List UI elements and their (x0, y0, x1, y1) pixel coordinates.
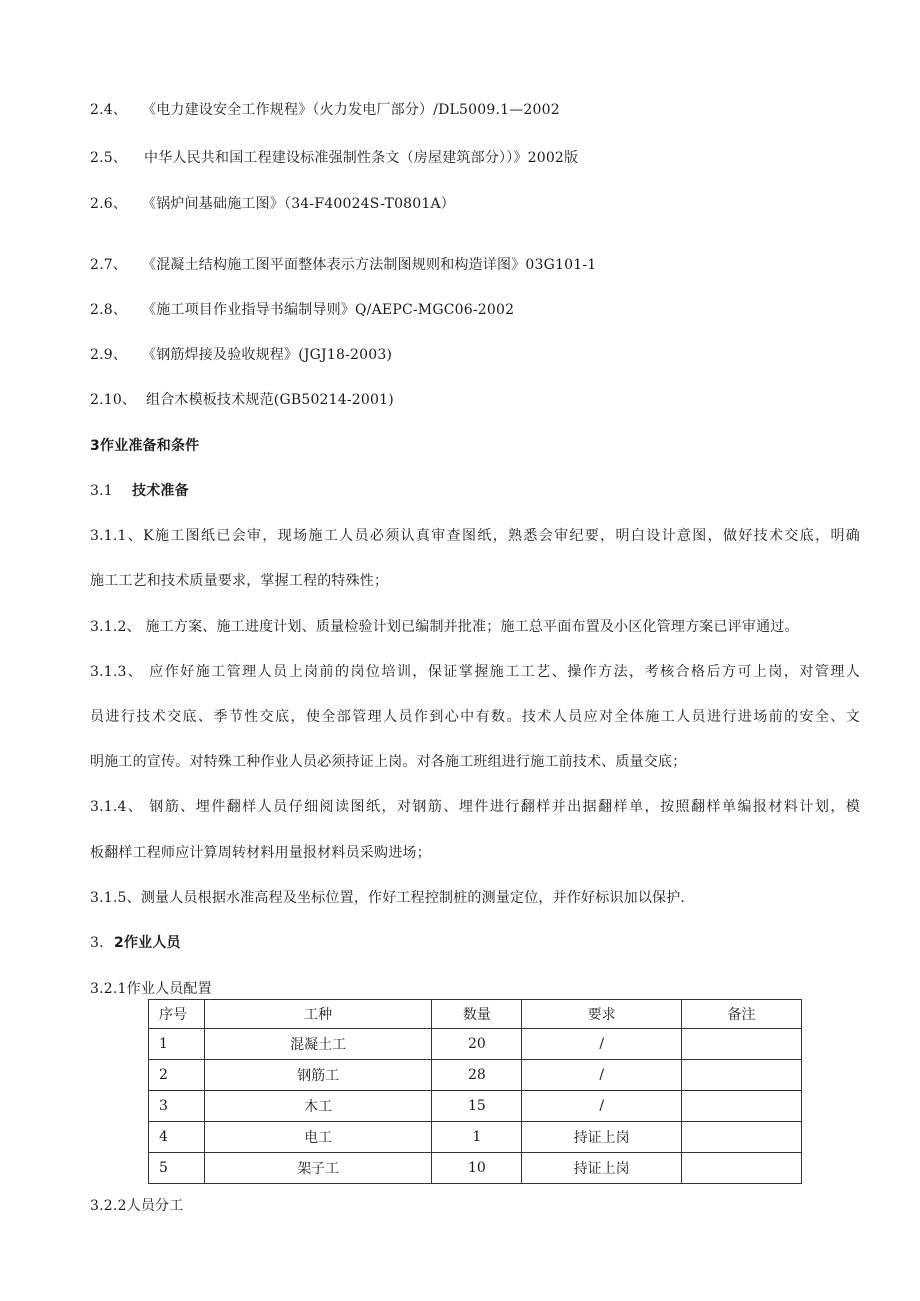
cell-count: 28 (432, 1060, 522, 1091)
reference-number: 2.9、 (90, 347, 128, 363)
subsection-number: 3.1 (90, 483, 113, 499)
paragraph-line: 3.1.4、 钢筋、埋件翻样人员仔细阅读图纸，对钢筋、埋件进行翻样并出据翻样单，按照翻样单编报材料计划，模 (90, 799, 860, 815)
cell-remark (681, 1122, 801, 1153)
reference-text: 《混凝土结构施工图平面整体表示方法制图规则和构造详图》03G101-1 (142, 257, 597, 273)
reference-number: 2.10、 (90, 392, 137, 408)
header-cell: 工种 (204, 1000, 432, 1029)
reference-item (90, 300, 514, 320)
cell-requirement: 持证上岗 (522, 1153, 682, 1184)
subsection-title: 2作业人员 (114, 935, 181, 951)
reference-number: 2.7、 (90, 257, 128, 273)
reference-number: 2.4、 (90, 102, 128, 118)
cell-trade: 电工 (204, 1122, 432, 1153)
cell-count: 20 (432, 1029, 522, 1060)
table-caption: 3.2.1作业人员配置 (90, 981, 212, 997)
cell-trade: 架子工 (204, 1153, 432, 1184)
cell-remark (681, 1060, 801, 1091)
reference-text: 中华人民共和国工程建设标准强制性条文（房屋建筑部分））》2002版 (144, 150, 579, 166)
cell-remark (681, 1029, 801, 1060)
cell-trade: 混凝土工 (204, 1029, 432, 1060)
paragraph-line: 3.1.2、 施工方案、施工进度计划、质量检验计划已编制并批准；施工总平面布置及小区化管理方案已评审通过。 (90, 619, 799, 635)
cell-count: 1 (432, 1122, 522, 1153)
cell-count: 15 (432, 1091, 522, 1122)
cell-count: 10 (432, 1153, 522, 1184)
reference-item (90, 194, 455, 214)
header-cell: 要求 (522, 1000, 682, 1029)
paragraph-line: 3.1.1、K施工图纸已会审，现场施工人员必须认真审查图纸，熟悉会审纪要，明白设计意图，做好技术交底，明确 (90, 528, 860, 544)
table-row (149, 1091, 802, 1122)
cell-index: 5 (149, 1153, 205, 1184)
reference-text: 组合木模板技术规范(GB50214-2001) (146, 392, 394, 408)
paragraph-line: 施工工艺和技术质量要求，掌握工程的特殊性； (90, 573, 389, 589)
cell-requirement: 持证上岗 (522, 1122, 682, 1153)
table-row (149, 1060, 802, 1091)
table-row (149, 1122, 802, 1153)
reference-item (90, 255, 596, 275)
paragraph-line: 板翻样工程师应计算周转材料用量报材料员采购进场； (90, 845, 431, 861)
cell-index: 2 (149, 1060, 205, 1091)
reference-text: 《电力建设安全工作规程》（火力发电厂部分）/DL5009.1—2002 (142, 102, 560, 118)
reference-number: 2.6、 (90, 196, 128, 212)
cell-requirement: / (522, 1091, 682, 1122)
cell-index: 4 (149, 1122, 205, 1153)
section-heading: 3作业准备和条件 (90, 438, 200, 454)
header-cell: 备注 (681, 1000, 801, 1029)
reference-number: 2.8、 (90, 302, 128, 318)
cell-trade: 钢筋工 (204, 1060, 432, 1091)
reference-item (90, 100, 560, 120)
subsection-title: 技术准备 (132, 483, 189, 499)
cell-remark (681, 1153, 801, 1184)
subsection-heading (90, 481, 189, 501)
table-row (149, 1153, 802, 1184)
subsection-heading (90, 933, 181, 953)
cell-trade: 木工 (204, 1091, 432, 1122)
reference-item (90, 148, 578, 168)
reference-item (90, 345, 392, 365)
staffing-table (148, 999, 802, 1184)
subsection-caption: 3.2.2人员分工 (90, 1198, 184, 1214)
cell-requirement: / (522, 1029, 682, 1060)
table-row (149, 1029, 802, 1060)
cell-requirement: / (522, 1060, 682, 1091)
paragraph-line: 3.1.5、测量人员根据水准高程及坐标位置，作好工程控制桩的测量定位，并作好标识加以保护. (90, 890, 686, 906)
reference-item (90, 390, 394, 410)
header-cell: 数量 (432, 1000, 522, 1029)
paragraph-line: 员进行技术交底、季节性交底，使全部管理人员作到心中有数。技术人员应对全体施工人员进行进场前的安全、文 (90, 709, 860, 725)
reference-text: 《锅炉间基础施工图》（34-F40024S-T0801A） (142, 196, 456, 212)
paragraph-line: 3.1.3、 应作好施工管理人员上岗前的岗位培训，保证掌握施工工艺、操作方法，考核合格后方可上岗，对管理人 (90, 664, 860, 680)
reference-text: 《施工项目作业指导书编制导则》Q/AEPC-MGC06-2002 (142, 302, 515, 318)
cell-index: 1 (149, 1029, 205, 1060)
cell-remark (681, 1091, 801, 1122)
paragraph-line: 明施工的宣传。对特殊工种作业人员必须持证上岗。对各施工班组进行施工前技术、质量交底； (90, 754, 687, 770)
reference-text: 《钢筋焊接及验收规程》(JGJ18-2003) (142, 347, 393, 363)
header-cell: 序号 (149, 1000, 205, 1029)
reference-number: 2.5、 (90, 150, 128, 166)
cell-index: 3 (149, 1091, 205, 1122)
table-header-row (149, 1000, 802, 1029)
subsection-number: 3. (90, 935, 104, 951)
